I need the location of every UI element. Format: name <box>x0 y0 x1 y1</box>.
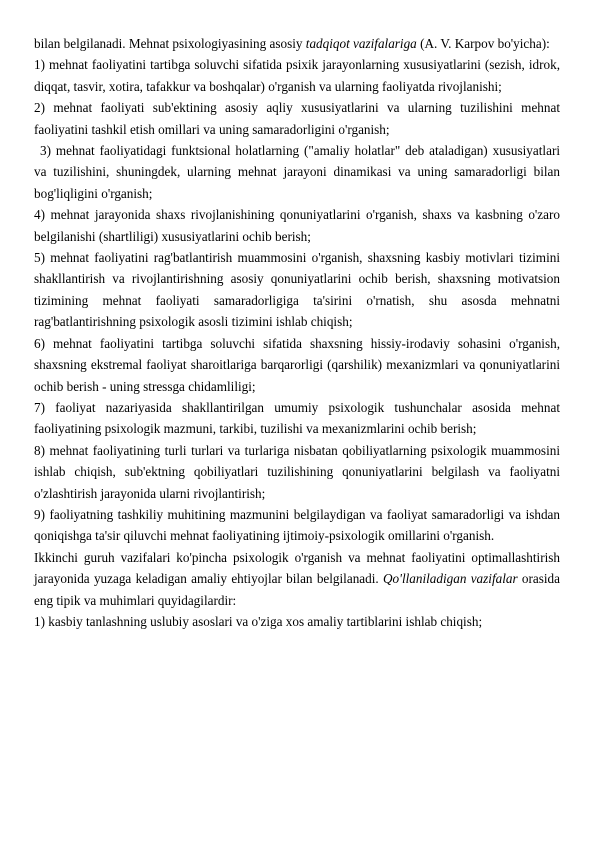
document-page <box>34 33 560 632</box>
paragraph-applied-tasks <box>34 547 560 611</box>
text-run: 8) mehnat faoliyatining turli turlari va turlariga nisbatan qobiliyatlarning psixologik muammosini ishlab chiqish, sub'ektning qobiliyatlari tuzilishining qonuniyatlarini belgilash va faoliyatni o'zlashtirish jarayonida ularni rivojlantirish; <box>34 442 560 501</box>
italic-term-applied-tasks: Qo'llaniladigan vazifalar <box>383 571 518 587</box>
text-run: (A. V. Karpov bo'yicha): <box>416 36 550 51</box>
paragraph-intro-tasks <box>34 33 560 54</box>
text-run: 1) mehnat faoliyatini tartibga soluvchi sifatida psixik jarayonlarning xususiyatlarini (sezish, idrok, diqqat, tasvir, xotira, tafakkur va boshqalar) o'rganish va ularning faoliyatda rivojlanishi; <box>34 57 560 94</box>
text-run: 1) kasbiy tanlashning uslubiy asoslari va o'ziga xos amaliy tartiblarini ishlab chiqish; <box>34 613 483 629</box>
list-item-7 <box>34 397 560 440</box>
applied-list-item-1 <box>34 611 560 632</box>
text-run: 7) faoliyat nazariyasida shakllantirilgan umumiy psixologik tushunchalar asosida mehnat faoliyatining psixologik mazmuni, tarkibi, tuzilishi va mexanizmlarini ochib berish; <box>34 399 560 437</box>
text-run: orasida eng tipik va muhimlari quyidagilardir: <box>34 571 560 608</box>
list-item-8 <box>34 440 560 504</box>
list-item-1 <box>34 54 560 97</box>
list-item-5 <box>34 247 560 333</box>
text-run: 6) mehnat faoliyatini tartibga soluvchi sifatida shaxsning hissiy-irodaviy sohasini o'rganish, shaxsning ekstremal faoliyat sharoitlariga barqarorligi (qarshilik) mexanizmlari va qonuniyatlarini ochib berish - uning stressga chidamliligi; <box>34 335 560 394</box>
text-run: 3) mehnat faoliyatidagi funktsional holatlarning ("amaliy holatlar" deb ataladigan) xususiyatlari va tuzilishini, shuningdek, ularning mehnat jarayoni dinamikasi va uning samaradorligi bilan bog'liqligini o'rganish; <box>34 143 560 201</box>
text-run: bilan belgilanadi. Mehnat psixologiyasining asosiy <box>34 36 306 51</box>
text-run: Ikkinchi guruh vazifalari ko'pincha psixologik o'rganish va mehnat faoliyatini optimallashtirish jarayonida yuzaga keladigan amaliy ehtiyojlar bilan belgilanadi. <box>34 549 560 587</box>
text-run: 4) mehnat jarayonida shaxs rivojlanishining qonuniyatlarini o'rganish, shaxs va kasbning o'zaro belgilanishi (shartliligi) xususiyatlarini ochib berish; <box>34 207 560 244</box>
list-item-3 <box>34 140 560 204</box>
text-run: 5) mehnat faoliyatini rag'batlantirish muammosini o'rganish, shaxsning kasbiy motivlari tizimini shakllantirish va rivojlantirishning asosiy qonuniyatlarini ochib berish, shaxsning motivatsion tizimining mehnat faoliyati samaradorligiga ta'sirini o'rnatish, shu asosda mehnatni rag'batlantirishning psixologik asosli tizimini ishlab chiqish; <box>34 250 560 330</box>
italic-term-research-tasks: tadqiqot vazifalariga <box>305 36 417 51</box>
list-item-4 <box>34 204 560 247</box>
list-item-2 <box>34 97 560 140</box>
text-run: 2) mehnat faoliyati sub'ektining asosiy aqliy xususiyatlarini va ularning tuzilishini mehnat faoliyatini tashkil etish omillari va uning samaradorligini o'rganish; <box>34 100 560 137</box>
text-run: 9) faoliyatning tashkiliy muhitining mazmunini belgilaydigan va faoliyat samaradorligi va ishdan qoniqishga ta'sir qiluvchi mehnat faoliyatining ijtimoiy-psixologik omillarini o'rganish. <box>34 506 560 544</box>
list-item-6 <box>34 333 560 397</box>
list-item-9 <box>34 504 560 547</box>
